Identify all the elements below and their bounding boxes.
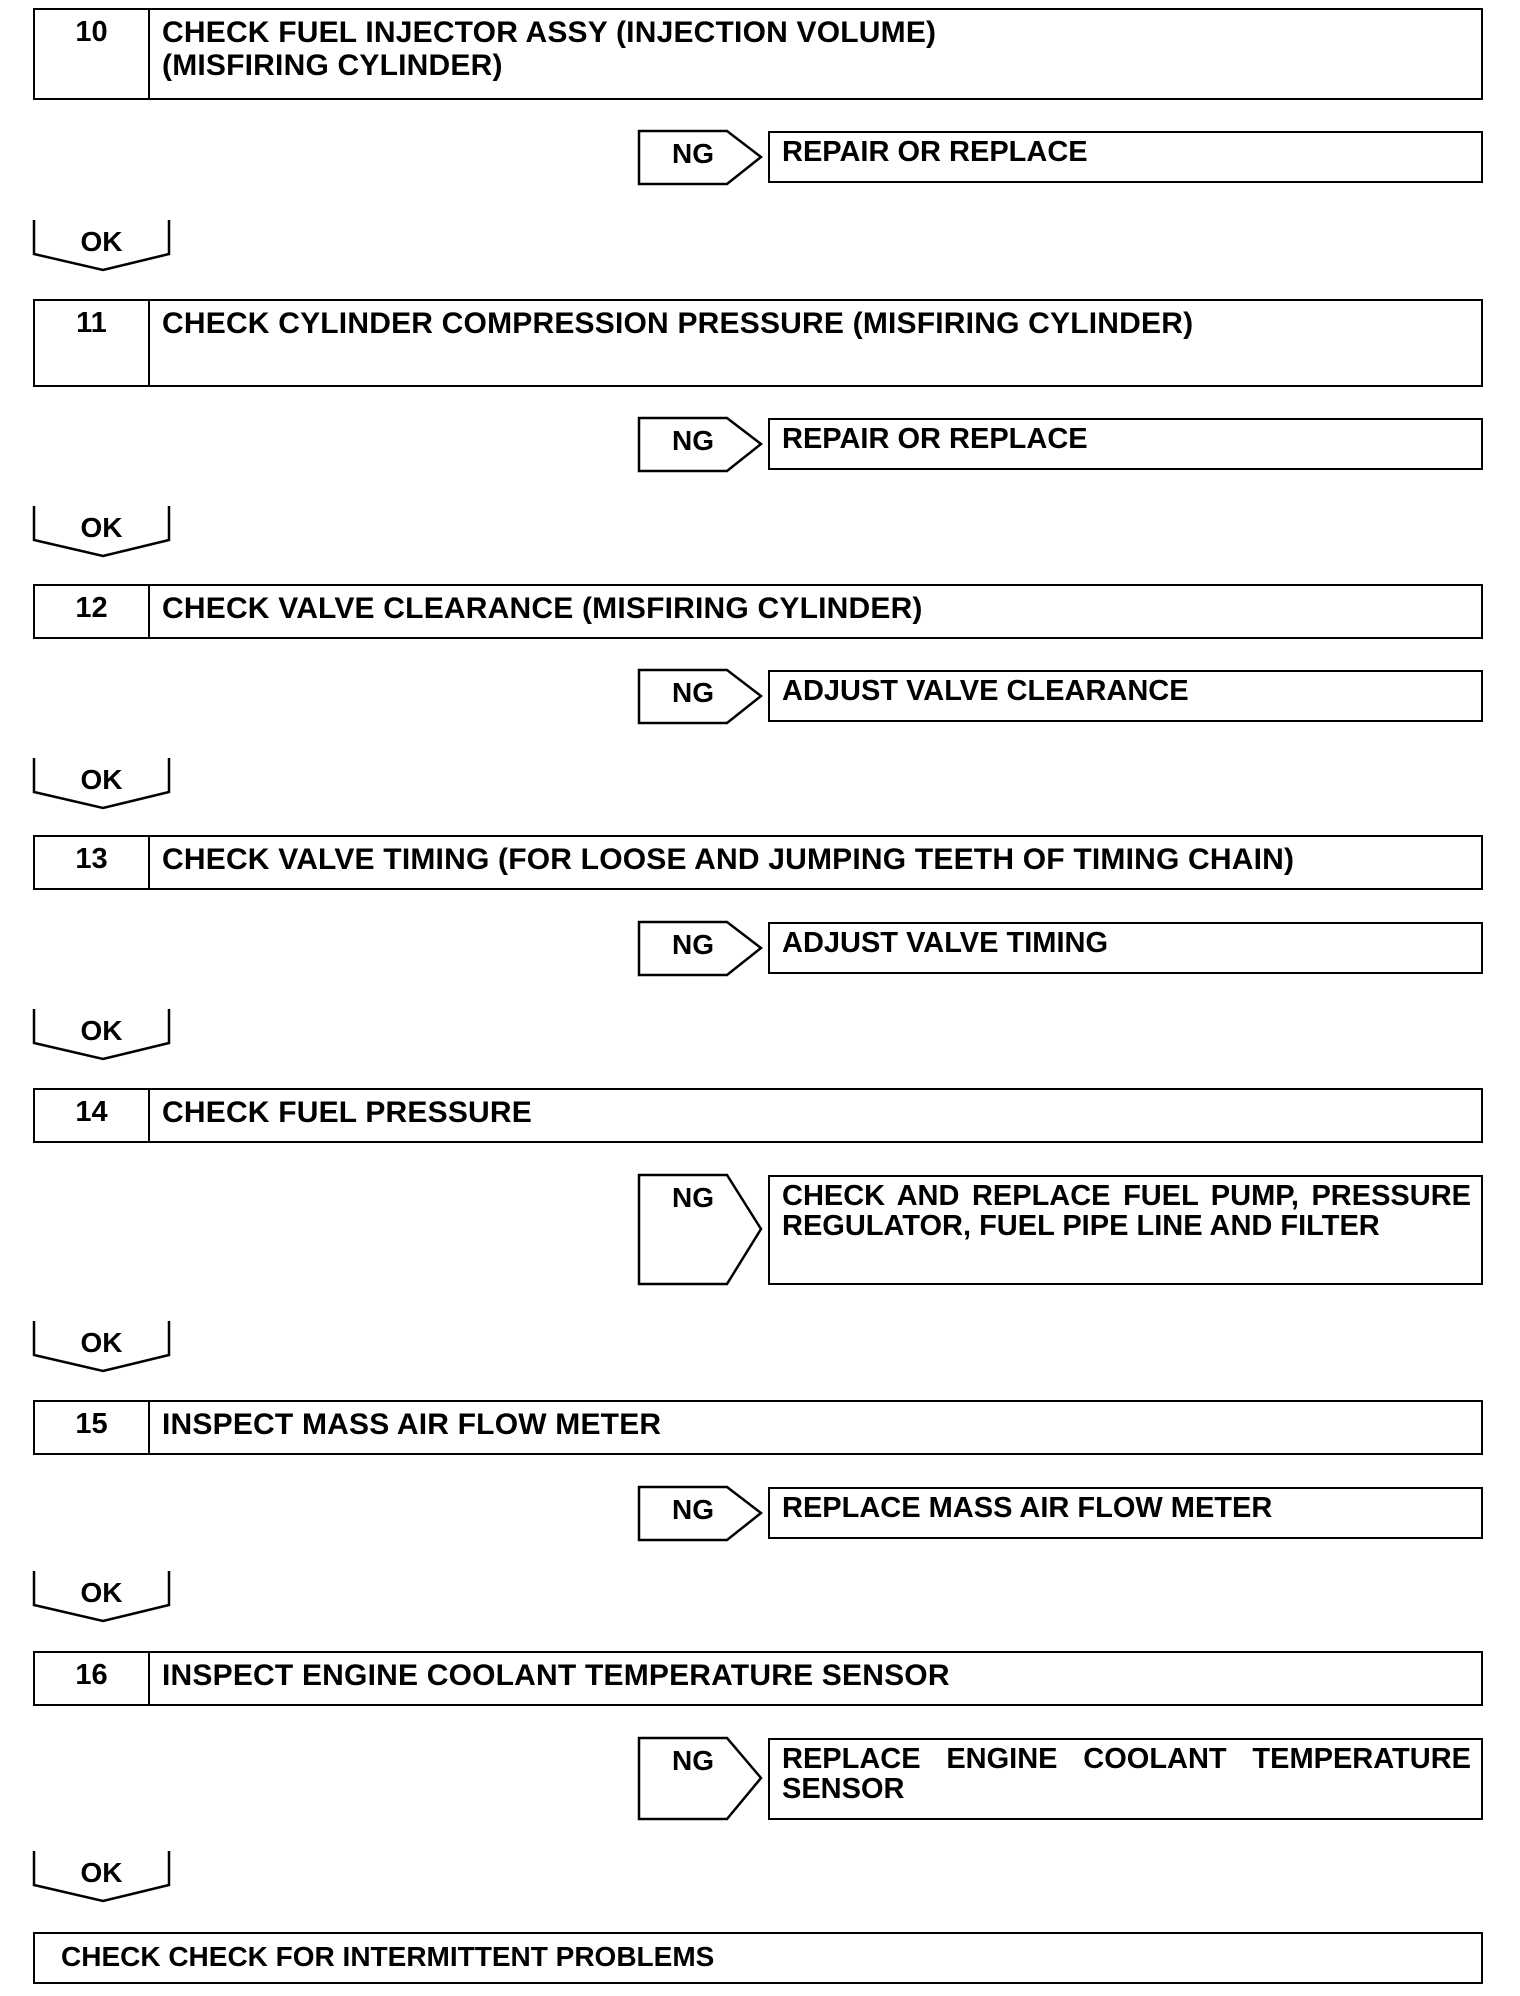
step-number: 12: [35, 586, 150, 637]
ok-label: OK: [80, 226, 123, 257]
step-15-box: [33, 1400, 1483, 1455]
ng-label: NG: [672, 1182, 714, 1213]
step-12-ng-result: ADJUST VALVE CLEARANCE: [768, 670, 1483, 722]
step-number: 14: [35, 1090, 150, 1141]
step-title-line: INSPECT MASS AIR FLOW METER: [162, 1408, 662, 1441]
step-title-line: CHECK FUEL PRESSURE: [162, 1096, 532, 1129]
step-title: [150, 10, 1481, 98]
step-11-box: [33, 299, 1483, 387]
step-title-line: CHECK FUEL INJECTOR ASSY (INJECTION VOLUME): [162, 16, 937, 49]
step-number: 11: [35, 301, 150, 385]
step-title: [150, 586, 1481, 637]
ok-label: OK: [80, 1327, 123, 1358]
ok-label: OK: [80, 764, 123, 795]
final-action-box: CHECK CHECK FOR INTERMITTENT PROBLEMS: [33, 1932, 1483, 1984]
step-10-ng-result: REPAIR OR REPLACE: [768, 131, 1483, 183]
step-title-line: CHECK VALVE TIMING (FOR LOOSE AND JUMPING TEETH OF TIMING CHAIN): [162, 843, 1295, 876]
step-number: 16: [35, 1653, 150, 1704]
step-12-box: [33, 584, 1483, 639]
step-13-ng-result: ADJUST VALVE TIMING: [768, 922, 1483, 974]
step-16-ng-result: REPLACE ENGINE COOLANT TEMPERATURE SENSOR: [768, 1738, 1483, 1820]
ok-label: OK: [80, 1577, 123, 1608]
step-14-box: [33, 1088, 1483, 1143]
step-title: [150, 301, 1481, 385]
ok-label: OK: [80, 512, 123, 543]
step-title: [150, 1090, 1481, 1141]
step-title-line: (MISFIRING CYLINDER): [162, 49, 503, 82]
ng-label: NG: [672, 677, 714, 708]
step-title: [150, 837, 1481, 888]
step-number: 10: [35, 10, 150, 98]
step-16-box: [33, 1651, 1483, 1706]
step-11-ng-result: REPAIR OR REPLACE: [768, 418, 1483, 470]
step-title: [150, 1653, 1481, 1704]
ng-label: NG: [672, 929, 714, 960]
ng-label: NG: [672, 1745, 714, 1776]
step-title: [150, 1402, 1481, 1453]
step-title-line: INSPECT ENGINE COOLANT TEMPERATURE SENSOR: [162, 1659, 950, 1692]
step-15-ng-result: REPLACE MASS AIR FLOW METER: [768, 1487, 1483, 1539]
step-title-line: CHECK VALVE CLEARANCE (MISFIRING CYLINDER): [162, 592, 923, 625]
ok-label: OK: [80, 1857, 123, 1888]
ng-label: NG: [672, 138, 714, 169]
ng-label: NG: [672, 425, 714, 456]
step-10-box: [33, 8, 1483, 100]
ng-label: NG: [672, 1494, 714, 1525]
ok-label: OK: [80, 1015, 123, 1046]
step-title-line: CHECK CYLINDER COMPRESSION PRESSURE (MISFIRING CYLINDER): [162, 307, 1194, 340]
step-13-box: [33, 835, 1483, 890]
step-number: 13: [35, 837, 150, 888]
step-number: 15: [35, 1402, 150, 1453]
step-14-ng-result: CHECK AND REPLACE FUEL PUMP, PRESSURE REGULATOR, FUEL PIPE LINE AND FILTER: [768, 1175, 1483, 1285]
